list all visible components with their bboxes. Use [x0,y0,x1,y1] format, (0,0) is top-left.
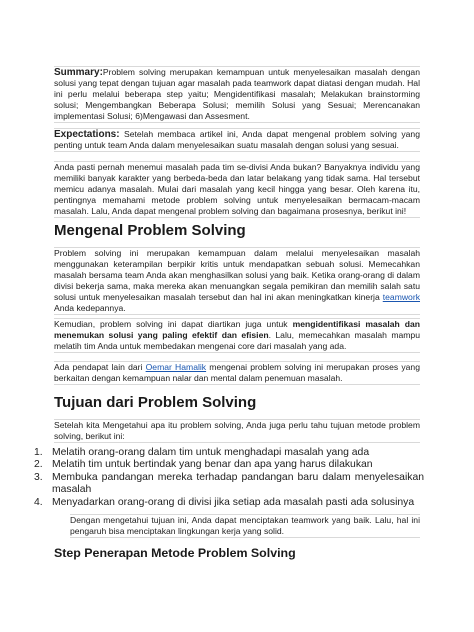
mengenal-paragraph-2 [54,318,420,353]
list-item [34,497,424,509]
expectations-block [54,128,420,152]
summary-label: Summary: [54,67,103,78]
mengenal-paragraph-3 [54,361,420,385]
mengenal-p1-text: Problem solving ini merupakan kemampuan dalam melalui menyelesaikan masalah menggunakan keterampilan berpikir kritis untuk mendapatkan sebuah solusi. Memecahkan masalah bersama team Anda akan menghasilkan solusi yang baik. Ketika orang-orang di dalam divisi bekerja sama, maka mereka akan menuangkan segala pemikiran dan memilih salah satu solusi untuk menyelesaikan masalah tersebut dan hal ini akan meningkatkan kinerja [54,248,420,302]
intro-paragraph: Anda pasti pernah menemui masalah pada tim se-divisi Anda bukan? Banyaknya individu yang memiliki banyak karakter yang berbeda-beda dan latar belakang yang tidak sama. Hal tersebut memicu adanya masalah. Mulai dari masalah yang kecil hingga yang besar. Oleh karena itu, pentingnya memahami metode problem solving untuk menyelesaikan bermacam-macam masalah. Lalu, Anda dapat mengenal problem solving dan bagaimana prosesnya, berikut ini! [54,162,420,216]
expectations-label: Expectations: [54,129,120,140]
mengenal-p3-end: mengenai problem solving ini merupakan proses yang berkaitan dengan kemampuan nalar dan mental dalam penemuan masalah. [54,362,420,383]
list-item-text: Melatih tim untuk bertindak yang benar dan apa yang harus dilakukan [52,459,373,471]
mengenal-p1-tail: Anda kedepannya. [54,303,126,313]
mengenal-p3-start: Ada pendapat lain dari [54,362,146,372]
summary-block [54,66,420,123]
list-item [34,459,424,471]
mengenal-paragraph-1 [54,247,420,315]
list-item-text: Menyadarkan orang-orang di divisi jika setiap ada masalah pasti ada solusinya [52,496,415,508]
mengenal-p2-start: Kemudian, problem solving ini dapat diartikan juga untuk [54,319,293,329]
heading-tujuan-problem-solving: Tujuan dari Problem Solving [54,394,257,411]
tujuan-list [34,447,424,509]
heading-step-penerapan: Step Penerapan Metode Problem Solving [54,546,296,560]
list-item-number: 3. [34,471,43,483]
list-item-number: 2. [34,459,43,471]
list-item [34,447,424,459]
list-item-text: Melatih orang-orang dalam tim untuk menghadapi masalah yang ada [52,447,370,458]
tujuan-intro: Setelah kita Mengetahui apa itu problem solving, Anda juga perlu tahu tujuan metode problem solving, berikut ini: [54,420,420,441]
teamwork-link[interactable]: teamwork [382,292,420,302]
heading-mengenal-problem-solving: Mengenal Problem Solving [54,222,246,239]
list-item-number: 1. [34,447,43,458]
mengenal-p2-end: . Lalu, memecahkan masalah mampu melatih tim Anda untuk membedakan mengenai core dari masalah yang ada. [54,330,420,351]
tujuan-outro: Dengan mengetahui tujuan ini, Anda dapat menciptakan teamwork yang baik. Lalu, hal ini pengaruh bisa menciptakan lingkungan kerja yang solid. [70,515,420,536]
expectations-text: Setelah membaca artikel ini, Anda dapat mengenal problem solving yang penting untuk team Anda dalam menyelesaikan suatu masalah dengan solusi yang sesuai. [54,129,420,150]
summary-text: Problem solving merupakan kemampuan untuk menyelesaikan masalah dengan solusi yang tepat dengan tujuan agar masalah pada teamwork dapat diatasi dengan mudah. Hal ini perlu melalui beberapa step yaitu; Mengidentifikasi masalah; Melakukan brainstorming solusi; Mengembangkan Beberapa Solusi; memilih Solusi yang Sesuai; Merencanakan implementasi Solusi; 6)Mengawasi dan Assesment. [54,67,420,121]
list-item-text: Membuka pandangan mereka terhadap pandangan baru dalam menyelesaikan masalah [52,471,424,496]
mengenal-p2-bold: mengidentifikasi masalah dan menemukan solusi yang paling efektif dan efisien [54,319,421,340]
list-item [34,472,424,497]
oemar-hamalik-link[interactable]: Oemar Hamalik [145,362,207,372]
list-item-number: 4. [34,496,43,508]
